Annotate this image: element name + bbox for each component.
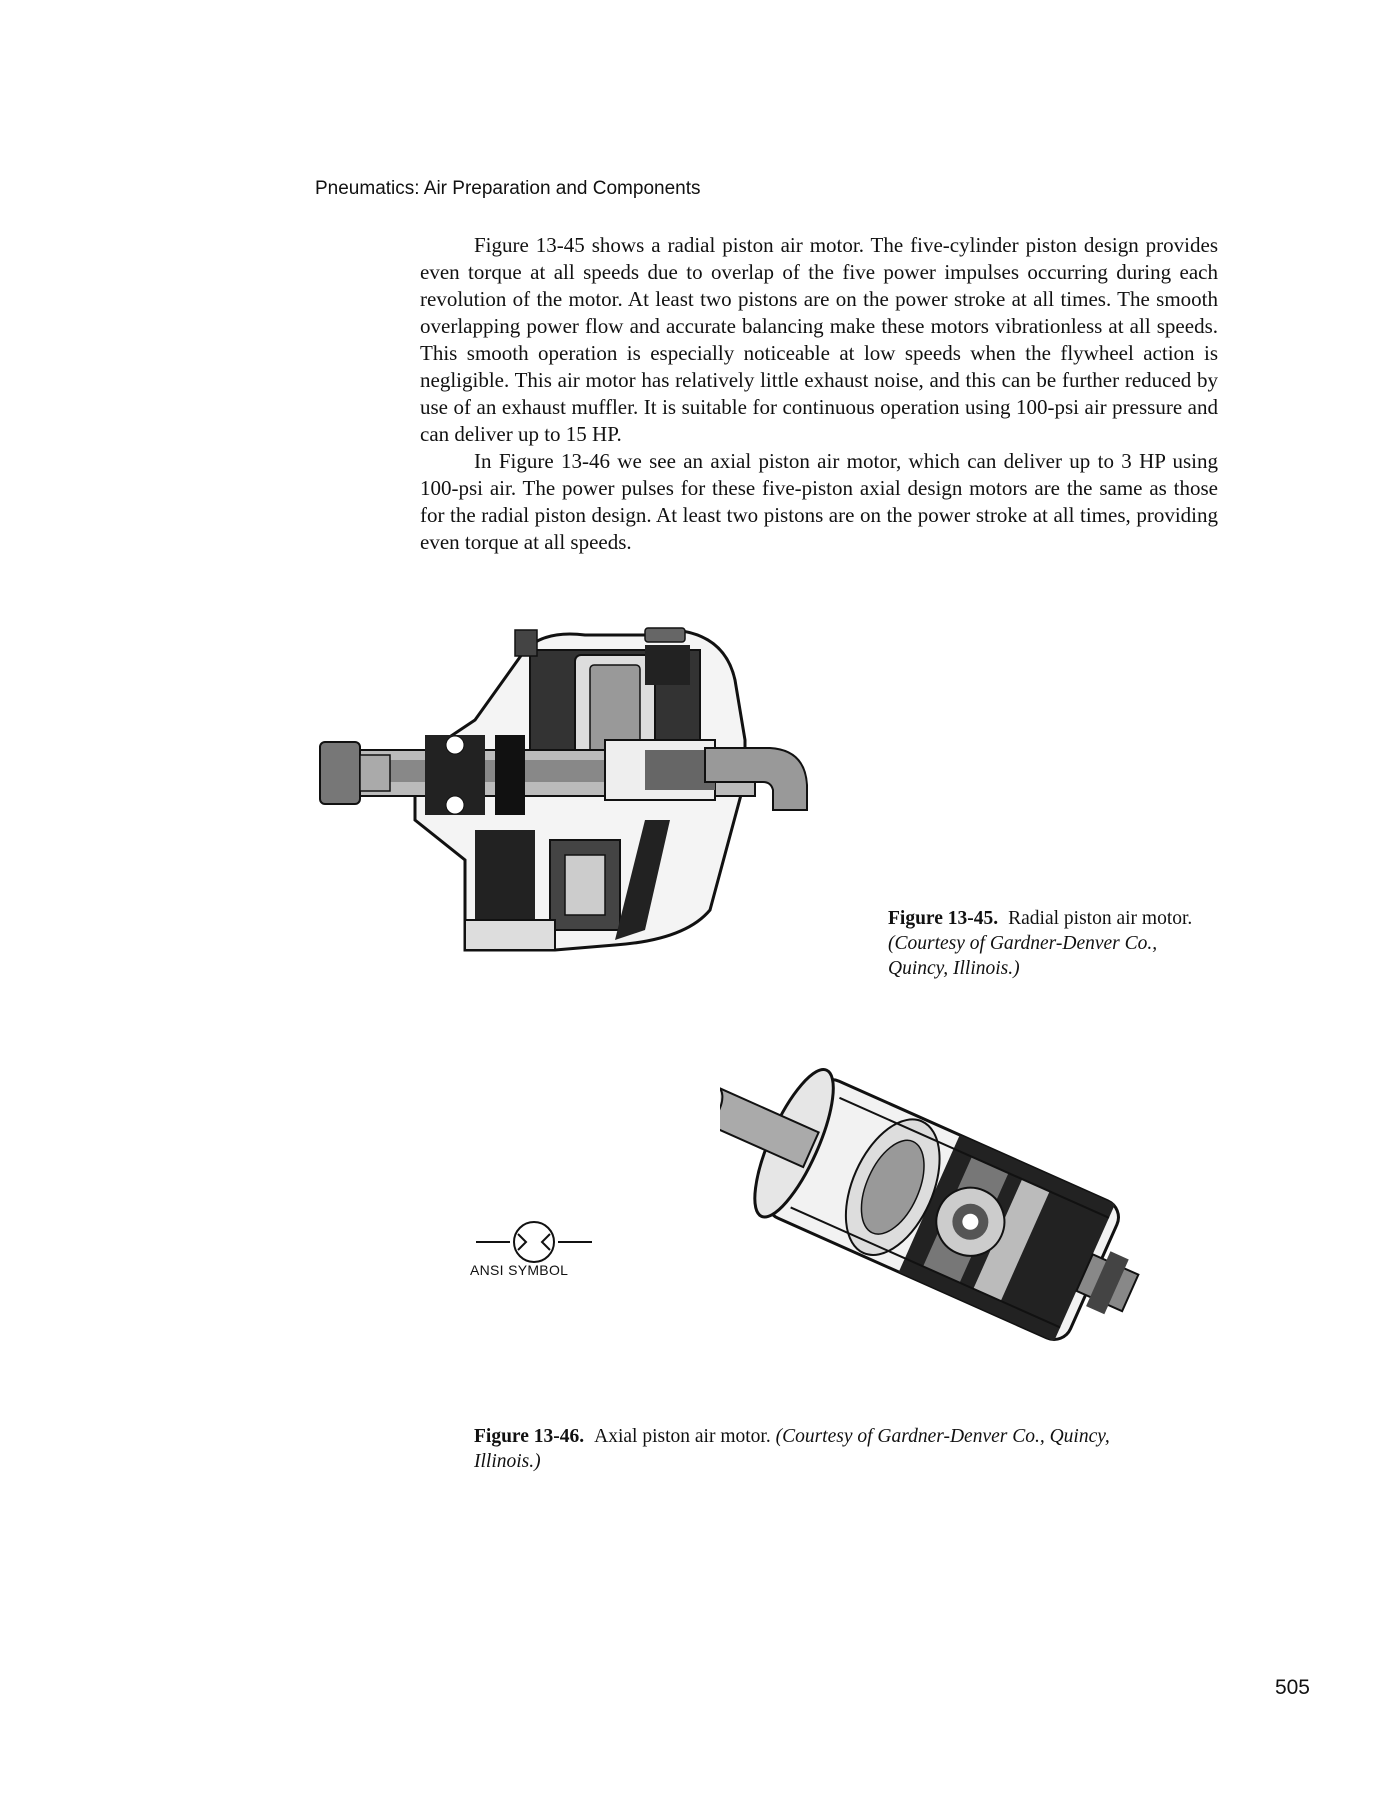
- axial-piston-motor-illustration: [720, 1040, 1170, 1370]
- paragraph-2: In Figure 13-46 we see an axial piston air motor, which can deliver up to 3 HP using 100-psi air. The power pulses for these five-piston axial design motors are the same as those for the radial piston design. At least two pistons are on the power stroke at all times, providing even torque at all speeds.: [420, 449, 1218, 554]
- figure-13-46-label: Figure 13-46.: [474, 1426, 585, 1447]
- figure-13-46-credit: (Courtesy of Gardner-Denver Co., Quincy, Illinois.): [474, 1426, 1110, 1472]
- figure-13-46-caption: [474, 1424, 1154, 1474]
- page-number: 505: [1274, 1676, 1310, 1699]
- paragraph-1: Figure 13-45 shows a radial piston air motor. The five-cylinder piston design provides even torque at all speeds due to overlap of the five power impulses occurring during each revolution of the motor. At least two pistons are on the power stroke at all times. The smooth overlapping power flow and accurate balancing make these motors vibrationless at all speeds. This smooth operation is especially noticeable at low speeds when the flywheel action is negligible. This air motor has relatively little exhaust noise, and this can be further reduced by use of an exhaust muffler. It is suitable for continuous operation using 100-psi air pressure and can deliver up to 15 HP.: [420, 233, 1218, 446]
- running-head: Pneumatics: Air Preparation and Components: [315, 178, 701, 199]
- figure-13-45-label: Figure 13-45.: [888, 908, 999, 929]
- ansi-air-motor-symbol: [476, 1220, 592, 1264]
- figure-13-45-caption: [888, 906, 1248, 981]
- figure-13-45-credit: (Courtesy of Gardner-Denver Co., Quincy, Illinois.): [888, 933, 1158, 979]
- radial-piston-motor-illustration: [315, 610, 875, 960]
- ansi-symbol-label: ANSI SYMBOL: [470, 1262, 569, 1278]
- figure-13-45-caption-text: Radial piston air motor.: [1008, 908, 1193, 929]
- body-text: [420, 232, 1218, 556]
- figure-13-46-caption-text: Axial piston air motor.: [594, 1426, 771, 1447]
